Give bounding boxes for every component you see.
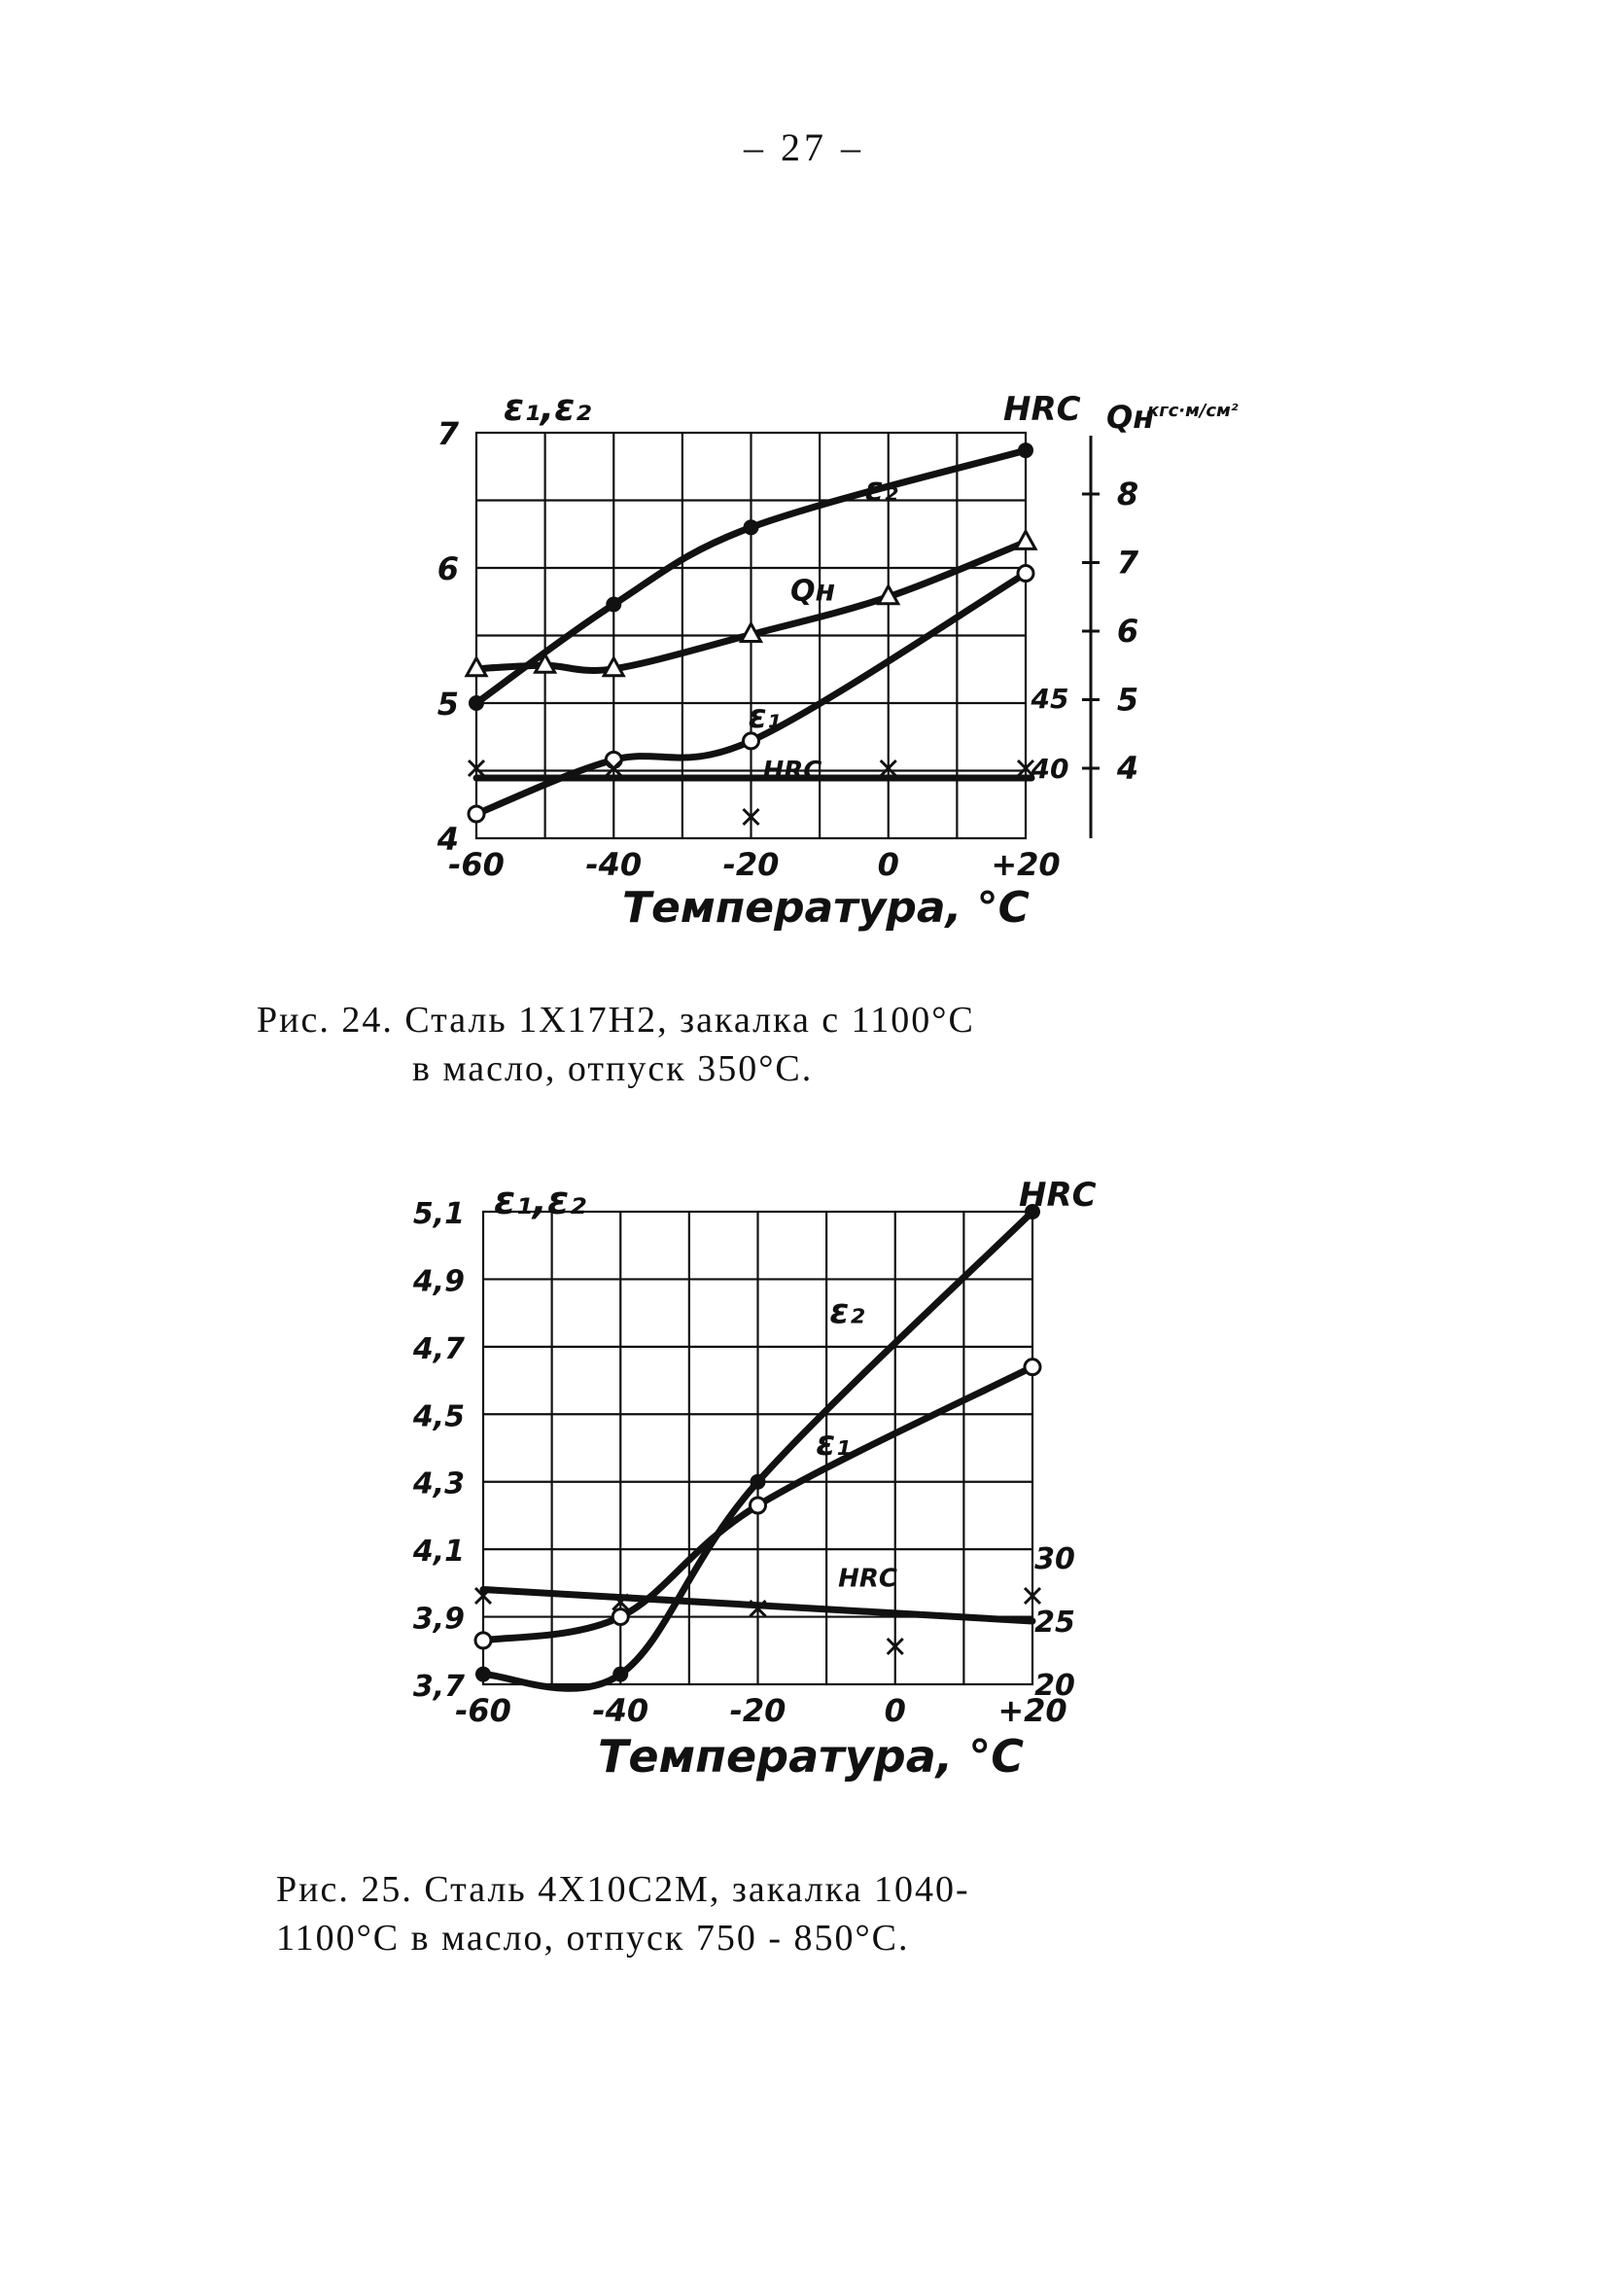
fig25-hrc-tick: 25 bbox=[1034, 1606, 1075, 1640]
fig24-qn-tick: 5 bbox=[1116, 681, 1139, 719]
fig25-x-axis-label: Температура, °C bbox=[598, 1730, 1024, 1783]
fig25-y-left-tick: 5,1 bbox=[412, 1197, 465, 1231]
fig25-hrc-tick: 20 bbox=[1034, 1669, 1075, 1703]
fig24-x-tick: -60 bbox=[448, 846, 505, 883]
fig25-e1-point bbox=[751, 1498, 766, 1513]
fig24-label-qn: Qн bbox=[789, 574, 836, 609]
fig25-x-tick: 0 bbox=[884, 1692, 906, 1729]
fig25-label-e1: ε₁ bbox=[816, 1423, 852, 1464]
fig24-y-left-tick: 7 bbox=[437, 415, 459, 452]
fig24-x-tick: +20 bbox=[991, 846, 1061, 883]
fig24-x-tick: 0 bbox=[877, 846, 899, 883]
fig24-label-e1: ε₁ bbox=[748, 697, 782, 737]
fig24-x-tick: -40 bbox=[585, 846, 643, 883]
fig25-label-e2: ε₂ bbox=[829, 1291, 865, 1332]
fig25-y-left-label: ε₁,ε₂ bbox=[494, 1179, 586, 1223]
fig24-y-left-tick: 5 bbox=[437, 686, 459, 723]
fig25-x-tick: -60 bbox=[455, 1692, 511, 1729]
fig25-x-tick: +20 bbox=[997, 1692, 1067, 1729]
fig25-hrc-tick: 30 bbox=[1034, 1542, 1075, 1576]
figure-25-caption bbox=[276, 1865, 970, 1962]
fig25-e1-point bbox=[475, 1633, 491, 1648]
fig25-y-left-tick: 4,5 bbox=[412, 1399, 465, 1434]
fig25-label-hrc: HRC bbox=[838, 1564, 897, 1594]
fig24-label-hrc: HRC bbox=[762, 756, 822, 786]
fig25-e2-point bbox=[612, 1667, 628, 1682]
page-number: – 27 – bbox=[744, 125, 864, 169]
fig25-e1-point bbox=[1025, 1360, 1040, 1375]
fig24-hrc-tick: 45 bbox=[1031, 683, 1069, 715]
fig24-qn-tick: 6 bbox=[1116, 613, 1139, 650]
fig24-hrc-tick: 40 bbox=[1031, 753, 1069, 785]
fig24-x-axis-label: Температура, °C bbox=[622, 883, 1030, 933]
fig25-y-left-tick: 4,1 bbox=[412, 1535, 465, 1570]
fig24-qn-tick: 4 bbox=[1116, 750, 1139, 787]
fig24-label-e2: ε₂ bbox=[864, 470, 898, 510]
fig24-y-left-tick: 6 bbox=[437, 550, 459, 587]
fig25-y-left-tick: 3,9 bbox=[412, 1602, 465, 1637]
fig24-caption-line1: Рис. 24. Сталь 1Х17Н2, закалка с 1100°С bbox=[257, 1000, 975, 1041]
fig25-x-tick: -40 bbox=[592, 1692, 649, 1729]
fig24-y-right-label-qn-unit: кгс·м/см² bbox=[1147, 401, 1239, 421]
fig25-caption-line2: 1100°С в масло, отпуск 750 - 850°С. bbox=[276, 1918, 910, 1959]
fig25-x-tick: -20 bbox=[729, 1692, 787, 1729]
fig24-y-left-tick: 4 bbox=[437, 821, 459, 858]
fig25-y-left-tick: 3,7 bbox=[412, 1670, 465, 1704]
fig24-x-tick: -20 bbox=[722, 846, 780, 883]
fig25-y-left-tick: 4,9 bbox=[412, 1264, 465, 1299]
fig24-qn-tick: 7 bbox=[1116, 544, 1139, 582]
fig24-y-right-label-hrc: HRC bbox=[1003, 390, 1081, 429]
fig25-e1-point bbox=[612, 1609, 628, 1625]
fig24-caption-line2: в масло, отпуск 350°С. bbox=[412, 1048, 814, 1089]
fig25-e2-point bbox=[475, 1667, 491, 1682]
fig25-y-left-tick: 4,3 bbox=[412, 1466, 465, 1501]
fig24-y-left-label: ε₁,ε₂ bbox=[504, 386, 592, 429]
fig25-e2-point bbox=[751, 1474, 766, 1490]
fig24-y-right-label-qn: Qн bbox=[1106, 399, 1155, 436]
fig25-y-left-tick: 4,7 bbox=[412, 1331, 465, 1366]
fig25-caption-line1: Рис. 25. Сталь 4Х10С2М, закалка 1040- bbox=[276, 1869, 970, 1910]
fig24-qn-tick: 8 bbox=[1116, 476, 1139, 512]
fig25-y-right-label-hrc: HRC bbox=[1019, 1176, 1097, 1215]
